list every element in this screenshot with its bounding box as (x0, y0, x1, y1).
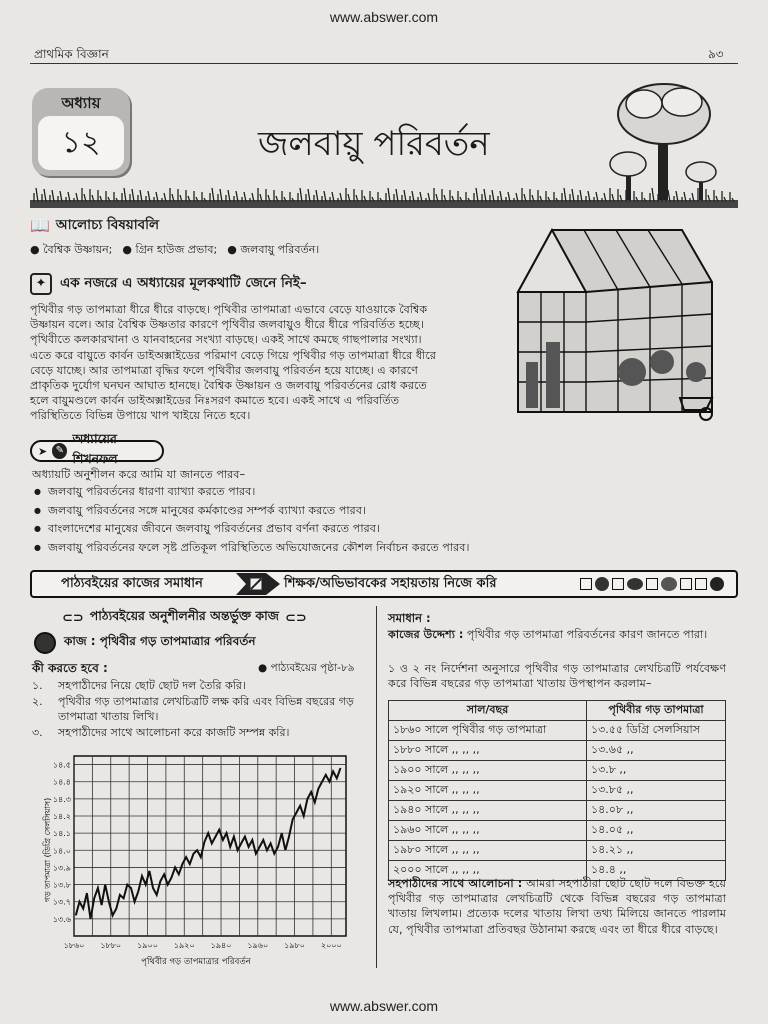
list-item: ● জলবায়ু পরিবর্তনের সঙ্গে মানুষের কর্মকাণ্ডের সম্পর্ক ব্যাখ্যা করতে পারব। (34, 502, 734, 521)
table-row: ১৯০০ সালে ,, ,, ,, ১৩.৮ ,, (389, 761, 726, 781)
discussion-paragraph (388, 876, 726, 937)
chart-y-tick-label: ১৪.৩ (52, 794, 71, 804)
table-row: ১৯৬০ সালে ,, ,, ,, ১৪.০৫ ,, (389, 821, 726, 841)
banner-left-label: পাঠ্যবইয়ের কাজের সমাধান (61, 576, 203, 591)
chapter-label: অধ্যায় (61, 94, 101, 112)
pen-icon (236, 573, 280, 595)
fish-icon (627, 578, 643, 590)
chart-y-tick-label: ১৩.৭ (52, 897, 71, 907)
pie-icon (710, 577, 724, 591)
chart-x-tick-label: ১৯৬০ (247, 941, 269, 950)
graduation-icon: ✎ (52, 443, 67, 459)
chart-y-tick-label: ১৪.২ (52, 812, 71, 821)
magnifier-icon (34, 632, 56, 654)
running-header-subject: প্রাথমিক বিজ্ঞান (34, 47, 109, 61)
topics-heading: আলোচ্য বিষয়াবলি (55, 217, 160, 233)
chapter-badge (32, 88, 130, 176)
link-icon: ⊂⊃ (62, 610, 84, 626)
what-to-do-label: কী করতে হবে : (32, 661, 108, 675)
chart-y-tick-label: ১৩.৮ (52, 880, 71, 890)
table-row: ১৯২০ সালে ,, ,, ,, ১৩.৮৫ ,, (389, 781, 726, 801)
banner-right-label: শিক্ষক/অভিভাবকের সহায়তায় নিজে করি (284, 576, 497, 591)
topics-section (30, 214, 319, 260)
textbook-heading-row (62, 608, 307, 628)
column-divider (376, 606, 377, 968)
topic-item: ● গ্রিন হাউজ প্রভাব; (122, 243, 218, 256)
table-row: ১৯৪০ সালে ,, ,, ,, ১৪.০৮ ,, (389, 801, 726, 821)
table-row: ১৮৮০ সালে ,, ,, ,, ১৩.৬৫ ,, (389, 741, 726, 761)
glance-paragraph: পৃথিবীর গড় তাপমাত্রা ধীরে ধীরে বাড়ছে। পৃথিবীর তাপমাত্রা এভাবে বেড়ে যাওয়াকে বৈশ্বিক উষ্ণায়ন বলে। আর বৈশ্বিক উষ্ণতার কারণে পৃথিবীর জলবায়ুও ধীরে ধীরে পরিবর্তিত হচ্ছে। পৃথিবীতে কলকারখানা ও যানবাহনের সংখ্যা বাড়ছে। একই সাথে কমছে গাছপালার সংখ্যা। এতে করে বায়ুতে কার্বন ডাইঅক্সাইডের পরিমাণ বেড়ে গিয়ে পৃথিবীর গড় তাপমাত্রা ধীরে ধীরে বেড়ে যাচ্ছে। আর তাপমাত্রা বৃদ্ধির ফলে পৃথিবীর জলবায়ু পরিবর্তন হয়ে যাচ্ছে। এ কারণে প্রাকৃতিক দুর্যোগ ঘনঘন আঘাত হানছে। বৈশ্বিক উষ্ণায়ন ও জলবায়ু পরিবর্তনের রোধ করতে হলে বায়ুমণ্ডলে কার্বন ডাইঅক্সাইডের নিঃসরণ কমাতে হবে। একই সাথে এ পরিবর্তিত পরিস্থিতিতে বিভিন্ন উপায়ে খাপ খাইয়ে নিতে হবে। (30, 303, 436, 423)
topic-item: ● জলবায়ু পরিবর্তন। (227, 243, 320, 256)
magic-wand-icon: ✦ (30, 273, 52, 295)
temperature-table (388, 700, 726, 881)
discussion-text: আমরা সহপাঠীরা ছোট ছোট দলে বিভক্ত হয়ে পৃথিবীর গড় তাপমাত্রার লেখচিত্রটি থেকে বিভিন্ন বছরের গড় তাপমাত্রা খাতায় লিখলাম। প্রত্যেক দলের খাতায় লিখা তথ্য মিলিয়ে জানতে পারলাম যে, পৃথিবীর তাপমাত্রা প্রতিবছর উঠানামা করছে এবং তা ধীরে ধীরে বাড়ছে। (388, 877, 726, 936)
chart-y-tick-label: ১৪.০ (52, 846, 71, 856)
book-icon: 📖 (30, 216, 50, 235)
arrow-right-icon: ➤ (38, 444, 48, 458)
boat-icon (661, 577, 677, 591)
purpose-paragraph (388, 627, 726, 642)
table-row: ২০০০ সালে ,, ,, ,, ১৪.৪ ,, (389, 861, 726, 881)
chart-y-tick-label: ১৪.১ (52, 829, 71, 839)
square-icon (695, 578, 707, 590)
task-title: কাজ : পৃথিবীর গড় তাপমাত্রার পরিবর্তন (64, 634, 256, 648)
page-reference: ● পাঠ্যবইয়ের পৃষ্ঠা-৮৯ (258, 662, 355, 674)
solution-intro: ১ ও ২ নং নির্দেশনা অনুসারে পৃথিবীর গড় তাপমাত্রার লেখচিত্রটি পর্যবেক্ষণ করে বিভিন্ন বছরের গড় তাপমাত্রা খাতায় উপস্থাপন করলাম– (388, 662, 726, 691)
chapter-title: জলবায়ু পরিবর্তন (258, 124, 490, 164)
list-item: ● জলবায়ু পরিবর্তনের ধারণা ব্যাখ্যা করতে পারব। (34, 483, 734, 502)
temperature-series-line (76, 768, 341, 919)
table-header-row (389, 701, 726, 721)
chart-x-tick-label: ১৯২০ (173, 941, 195, 950)
outcomes-intro: অধ্যায়টি অনুশীলন করে আমি যা জানতে পারব– (32, 468, 246, 481)
header-divider (30, 63, 738, 64)
chart-y-tick-label: ১৩.৯ (52, 863, 71, 873)
page-number: ৯৩ (708, 47, 724, 61)
list-item: ২. পৃথিবীর গড় তাপমাত্রার লেখচিত্রটি লক্ষ করি এবং বিভিন্ন বছরের গড় তাপমাত্রা খাতায় লিখি। (32, 694, 354, 723)
square-icon (612, 578, 624, 590)
chapter-number: ১২ (38, 116, 124, 170)
table-header-cell: পৃথিবীর গড় তাপমাত্রা (587, 701, 726, 721)
banner-icons (580, 577, 724, 591)
outcomes-heading: অধ্যায়ের শিখনফল (72, 431, 118, 466)
table-row: ১৮৬০ সালে পৃথিবীর গড় তাপমাত্রা ১৩.৫৫ ডিগ্রি সেলসিয়াস (389, 721, 726, 741)
link-icon: ⊂⊃ (284, 610, 307, 626)
chart-x-tick-label: ১৯০০ (137, 941, 158, 950)
temperature-chart (36, 750, 368, 970)
list-item: ১. সহপাঠীদের নিয়ে ছোট ছোট দল তৈরি করি। (32, 679, 246, 692)
topic-item: ● বৈশ্বিক উষ্ণায়ন; (30, 243, 113, 256)
chart-y-tick-label: ১৩.৬ (52, 914, 71, 924)
list-item: ● জলবায়ু পরিবর্তনের ফলে সৃষ্ট প্রতিকূল পরিস্থিতিতে অভিযোজনের কৌশল নির্বাচন করতে পারব। (34, 539, 734, 558)
solution-label: সমাধান : (388, 611, 431, 625)
site-url-top[interactable]: www.abswer.com (329, 9, 439, 25)
steps-list (32, 678, 370, 740)
purpose-label: কাজের উদ্দেশ্য : (388, 628, 464, 641)
outcomes-heading-pill (30, 431, 164, 466)
outcomes-list (34, 483, 734, 557)
table-row: ১৯৮০ সালে ,, ,, ,, ১৪.২১ ,, (389, 841, 726, 861)
glance-heading: এক নজরে এ অধ্যায়ের মূলকথাটি জেনে নিই– (60, 275, 307, 291)
purpose-text: পৃথিবীর গড় তাপমাত্রা পরিবর্তনের কারণ জানতে পারা। (466, 628, 708, 641)
chart-x-tick-label: ১৮৬০ (63, 941, 85, 950)
table-header-cell: সাল/বছর (389, 701, 587, 721)
square-icon (680, 578, 692, 590)
list-item: ● বাংলাদেশের মানুষের জীবনে জলবায়ু পরিবর্তনের প্রভাব বর্ণনা করতে পারব। (34, 520, 734, 539)
chart-frame (74, 756, 346, 936)
list-item: ৩. সহপাঠীদের সাথে আলোচনা করে কাজটি সম্পন্ন করি। (32, 725, 290, 739)
site-url-bottom[interactable]: www.abswer.com (329, 998, 439, 1014)
chart-x-tick-label: ১৮৮০ (100, 941, 122, 950)
square-icon (580, 578, 592, 590)
chart-x-tick-label: ১৯৮০ (284, 941, 305, 950)
task-row (34, 632, 256, 654)
textbook-heading: পাঠ্যবইয়ের অনুশীলনীর অন্তর্ভুক্ত কাজ (89, 608, 279, 623)
chart-x-tick-label: ২০০০ (320, 941, 342, 950)
solution-banner (30, 570, 738, 598)
chart-x-label: পৃথিবীর গড় তাপমাত্রার পরিবর্তন (141, 957, 251, 967)
globe-icon (595, 577, 609, 591)
grass-strip (30, 186, 738, 210)
glance-section (30, 272, 307, 295)
chart-x-tick-label: ১৯৪০ (210, 941, 232, 950)
square-icon (646, 578, 658, 590)
chart-y-tick-label: ১৪.৪ (52, 777, 71, 787)
tree-large-icon (618, 84, 710, 202)
chart-y-tick-label: ১৪.৫ (52, 760, 71, 770)
discussion-label: সহপাঠীদের সাথে আলোচনা : (388, 877, 523, 890)
chart-y-label: গড় তাপমাত্রা (ডিগ্রি সেলসিয়াস) (43, 797, 52, 903)
greenhouse-illustration (512, 222, 718, 422)
